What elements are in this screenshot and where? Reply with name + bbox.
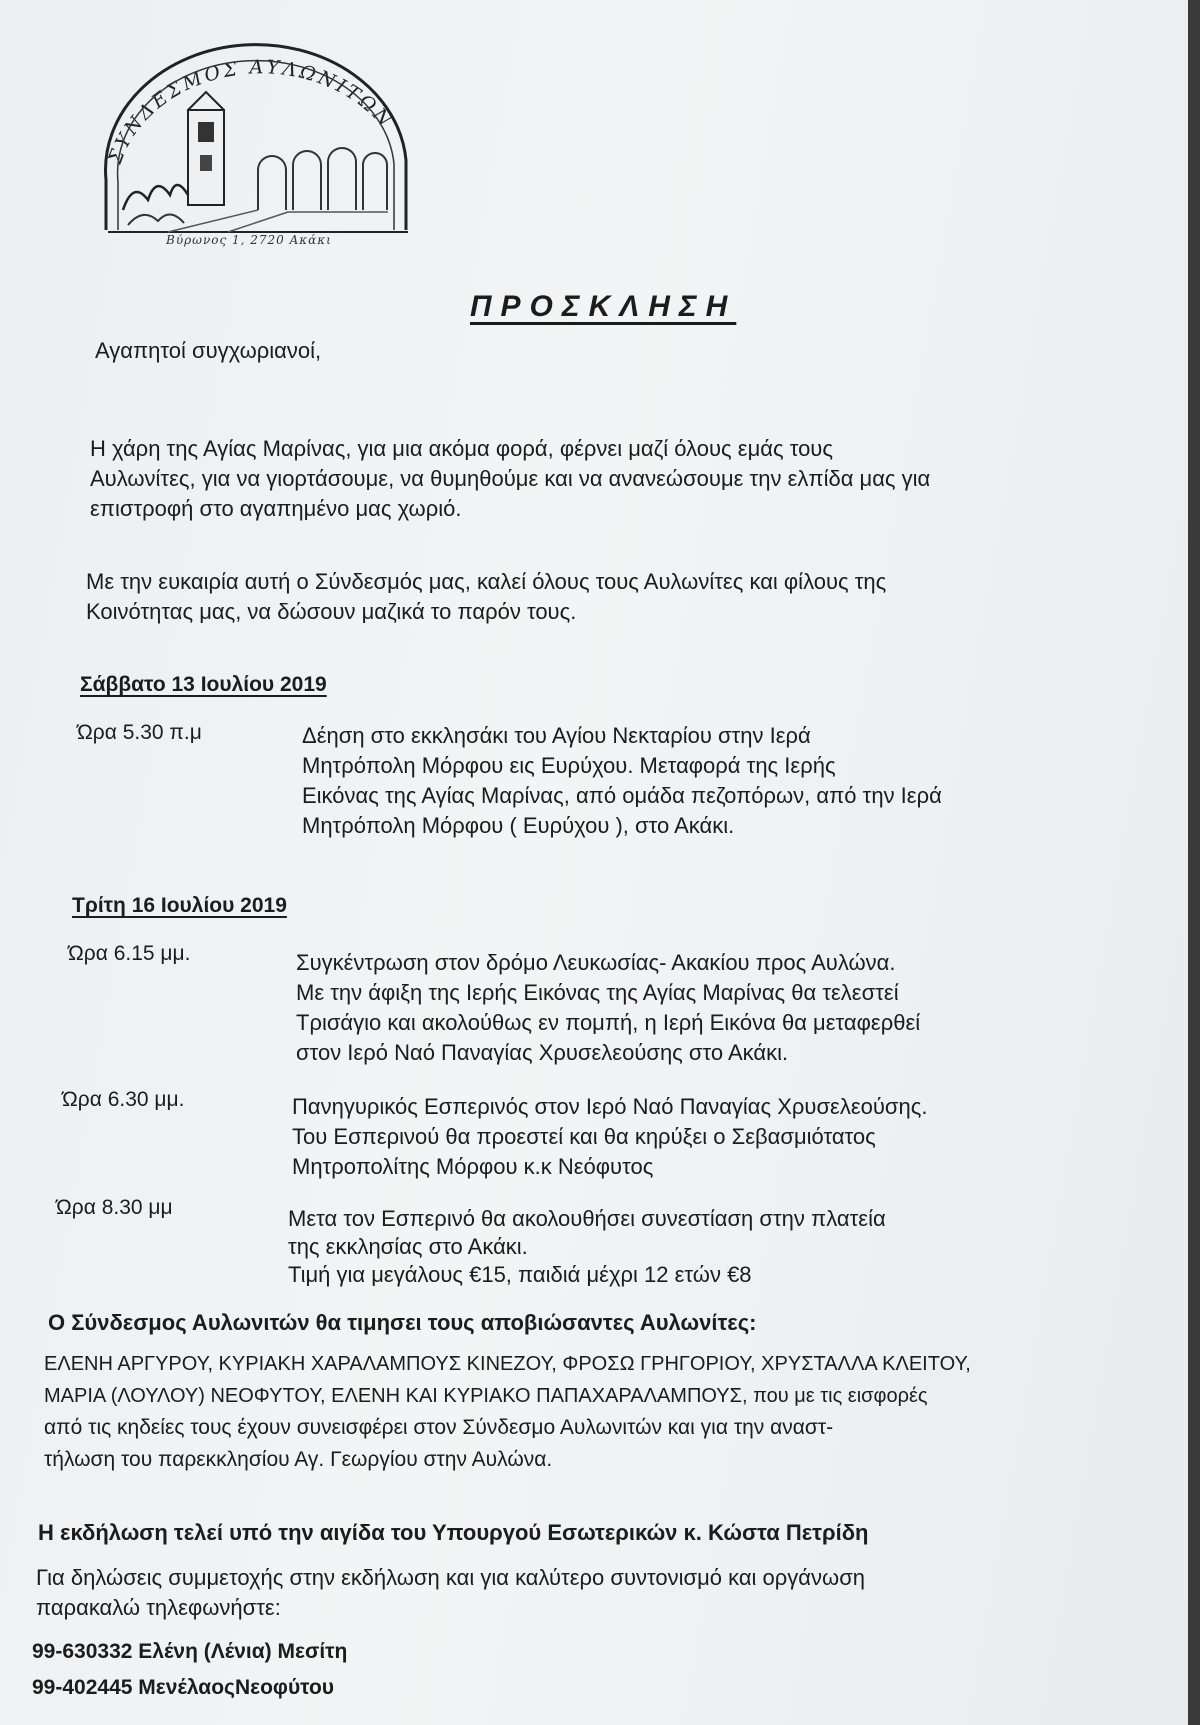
event-time: Ώρα 8.30 μμ xyxy=(56,1196,173,1219)
event-time: Ώρα 6.15 μμ. xyxy=(68,942,191,965)
contact-phone: 99-630332 Ελένη (Λένια) Μεσίτη xyxy=(32,1640,348,1663)
text-line: Μητρόπολη Μόρφου εις Ευρύχου. Μεταφορά της Ιερής xyxy=(302,753,836,778)
contacts-list xyxy=(32,1634,347,1706)
text-line: τήλωση του παρεκκλησίου Αγ. Γεωργίου στην Αυλώνα. xyxy=(44,1448,553,1471)
text-line: Δέηση στο εκκλησάκι του Αγίου Νεκταρίου στην Ιερά xyxy=(302,723,811,748)
event-description xyxy=(302,721,942,841)
text-line: Εικόνας της Αγίας Μαρίνας, από ομάδα πεζοπόρων, από την Ιερά xyxy=(302,783,942,808)
event-time: Ώρα 5.30 π.μ xyxy=(77,721,202,744)
village-arch-illustration-icon xyxy=(88,40,428,255)
association-address: Βύρωνος 1, 2720 Ακάκι xyxy=(166,233,332,247)
text-line: Πανηγυρικός Εσπερινός στον Ιερό Ναό Παναγίας Χρυσελεούσης. xyxy=(292,1094,928,1119)
text-line: Τιμή για μεγάλους €15, παιδιά μέχρι 12 ετών €8 xyxy=(288,1262,752,1287)
text-line: ΕΛΕΝΗ ΑΡΓΥΡΟΥ, ΚΥΡΙΑΚΗ ΧΑΡΑΛΑΜΠΟΥΣ ΚΙΝΕΖΟΥ, ΦΡΟΣΩ ΓΡΗΓΟΡΙΟΥ, ΧΡΥΣΤΑΛΛΑ ΚΛΕΙΤΟΥ, xyxy=(44,1353,971,1375)
text-line: Του Εσπερινού θα προεστεί και θα κηρύξει ο Σεβασμιότατος xyxy=(292,1124,876,1149)
logo-org-name: ΣΥΝΔΕΣΜΟΣ ΑΥΛΩΝΙΤΩΝ xyxy=(104,56,398,167)
text-line: παρακαλώ τηλεφωνήστε: xyxy=(36,1595,281,1620)
greeting: Αγαπητοί συγχωριανοί, xyxy=(95,338,322,363)
contact-phone: 99-402445 ΜενέλαοςΝεοφύτου xyxy=(32,1676,334,1699)
honor-heading: Ο Σύνδεσμος Αυλωνιτών θα τιμησει τους αποβιώσαντες Αυλωνίτες: xyxy=(48,1310,757,1335)
text-line: Η χάρη της Αγίας Μαρίνας, για μια ακόμα φορά, φέρνει μαζί όλους εμάς τους xyxy=(90,436,833,461)
invite-paragraph xyxy=(86,567,886,627)
text-line: Τρισάγιο και ακολούθως εν πομπή, η Ιερή Εικόνα θα μεταφερθεί xyxy=(296,1010,921,1035)
page-title: ΠΡΟΣΚΛΗΣΗ xyxy=(470,290,737,323)
text-line: στον Ιερό Ναό Παναγίας Χρυσελεούσης στο Ακάκι. xyxy=(296,1040,789,1065)
text-line: επιστροφή στο αγαπημένο μας χωριό. xyxy=(90,496,462,521)
day2-date: Τρίτη 16 Ιουλίου 2019 xyxy=(72,894,287,917)
rsvp-text xyxy=(36,1563,865,1623)
event-description xyxy=(292,1092,927,1182)
text-line: Με την ευκαιρία αυτή ο Σύνδεσμός μας, καλεί όλους τους Αυλωνίτες και φίλους της xyxy=(86,569,887,594)
day1-date: Σάββατο 13 Ιουλίου 2019 xyxy=(80,673,327,696)
text-line: ΜΑΡΙΑ (ΛΟΥΛΟΥ) ΝΕΟΦΥΤΟΥ, ΕΛΕΝΗ ΚΑΙ ΚΥΡΙΑΚΟ ΠΑΠΑΧΑΡΑΛΑΜΠΟΥΣ, που με τις εισφορές xyxy=(44,1385,928,1407)
text-line: Συγκέντρωση στον δρόμο Λευκωσίας- Ακακίου προς Αυλώνα. xyxy=(296,950,896,975)
text-line: της εκκλησίας στο Ακάκι. xyxy=(288,1234,528,1259)
event-description xyxy=(288,1205,886,1289)
text-line: Αυλωνίτες, για να γιορτάσουμε, να θυμηθούμε και να ανανεώσουμε την ελπίδα μας για xyxy=(90,466,931,491)
text-line: Για δηλώσεις συμμετοχής στην εκδήλωση και για καλύτερο συντονισμό και οργάνωση xyxy=(36,1565,866,1590)
text-line: από τις κηδείες τους έχουν συνεισφέρει στον Σύνδεσμο Αυλωνιτών και για την αναστ- xyxy=(44,1416,834,1439)
text-line: Κοινότητας μας, να δώσουν μαζικά το παρόν τους. xyxy=(86,599,577,624)
text-line: Μετα τον Εσπερινό θα ακολουθήσει συνεστίαση στην πλατεία xyxy=(288,1206,886,1231)
association-logo xyxy=(88,40,428,255)
event-description xyxy=(296,948,920,1068)
text-line: Με την άφιξη της Ιερής Εικόνας της Αγίας Μαρίνας θα τελεστεί xyxy=(296,980,899,1005)
text-line: Μητρόπολη Μόρφου ( Ευρύχου ), στο Ακάκι. xyxy=(302,813,735,838)
auspices-note: Η εκδήλωση τελεί υπό την αιγίδα του Υπουργού Εσωτερικών κ. Κώστα Πετρίδη xyxy=(38,1520,869,1545)
event-time: Ώρα 6.30 μμ. xyxy=(62,1088,185,1111)
text-line: Μητροπολίτης Μόρφου κ.κ Νεόφυτος xyxy=(292,1154,654,1179)
intro-paragraph xyxy=(90,434,930,524)
honor-names xyxy=(44,1348,971,1476)
